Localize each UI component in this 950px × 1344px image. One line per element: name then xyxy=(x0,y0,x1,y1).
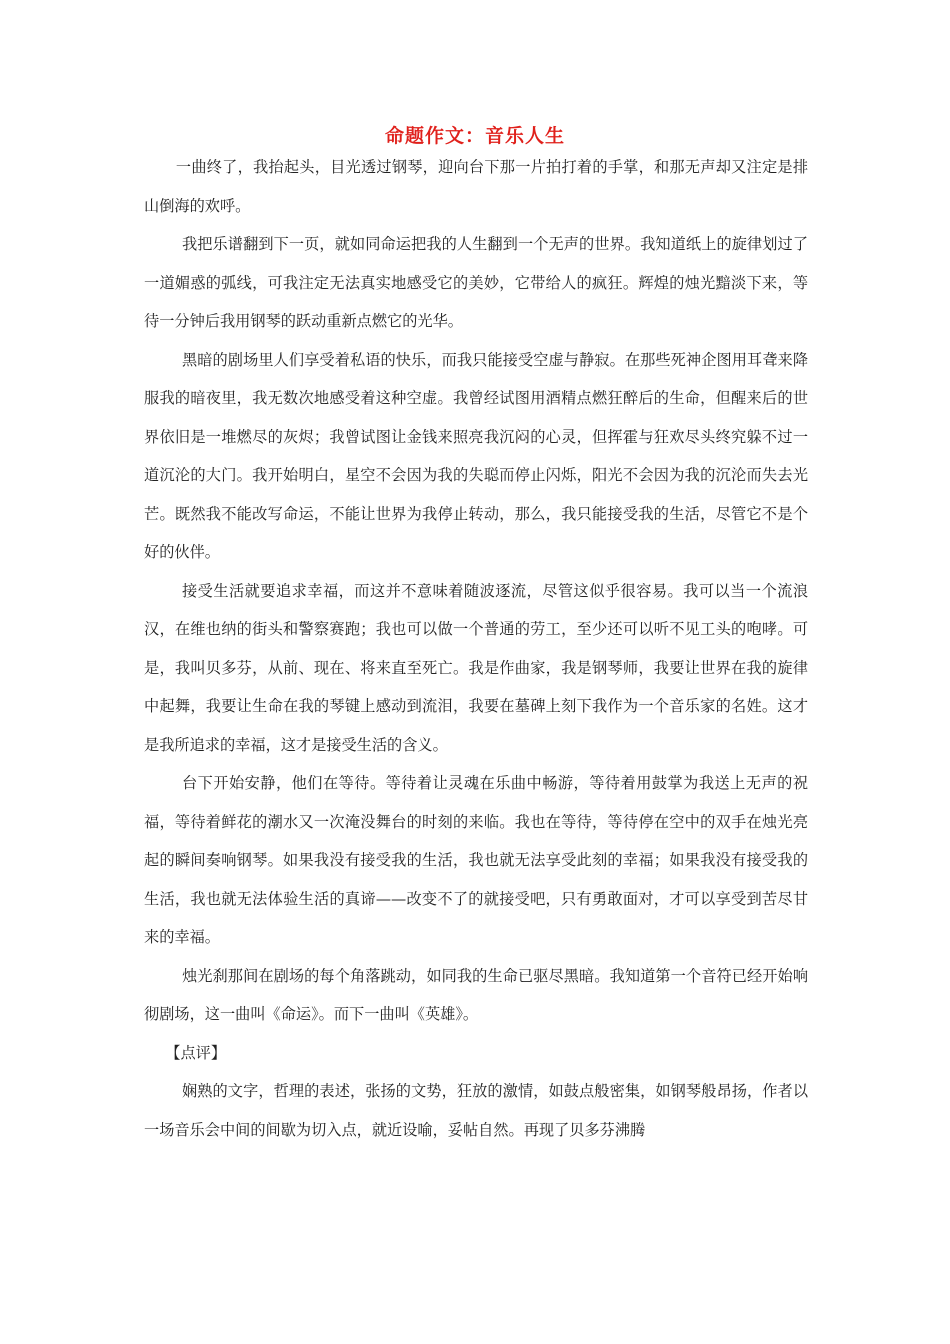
paragraph-3: 黑暗的剧场里人们享受着私语的快乐，而我只能接受空虚与静寂。在那些死神企图用耳聋来降服我的暗夜里，我无数次地感受着这种空虚。我曾经试图用酒精点燃狂醉后的生命，但醒来后的世界依旧是一堆燃尽的灰烬；我曾试图让金钱来照亮我沉闷的心灵，但挥霍与狂欢尽头终究躲不过一道沉沦的大门。我开始明白，星空不会因为我的失聪而停止闪烁，阳光不会因为我的沉沦而失去光芒。既然我不能改写命运，不能让世界为我停止转动，那么，我只能接受我的生活，尽管它不是个好的伙伴。 xyxy=(144,350,808,561)
paragraph-5: 台下开始安静，他们在等待。等待着让灵魂在乐曲中畅游，等待着用鼓掌为我送上无声的祝福，等待着鲜花的潮水又一次淹没舞台的时刻的来临。我也在等待，等待停在空中的双手在烛光亮起的瞬间奏响钢琴。如果我没有接受我的生活，我也就无法享受此刻的幸福；如果我没有接受我的生活，我也就无法体验生活的真谛——改变不了的就接受吧，只有勇敢面对，才可以享受到苦尽甘来的幸福。 xyxy=(144,774,808,946)
paragraph-6: 烛光刹那间在剧场的每个角落跳动，如同我的生命已驱尽黑暗。我知道第一个音符已经开始响彻剧场，这一曲叫《命运》。而下一曲叫《英雄》。 xyxy=(144,966,808,1023)
paragraph-4: 接受生活就要追求幸福，而这并不意味着随波逐流，尽管这似乎很容易。我可以当一个流浪汉，在维也纳的街头和警察赛跑；我也可以做一个普通的劳工，至少还可以听不见工头的咆哮。可是，我叫贝多芬，从前、现在、将来直至死亡。我是作曲家，我是钢琴师，我要让世界在我的旋律中起舞，我要让生命在我的琴键上感动到流泪，我要在墓碑上刻下我作为一个音乐家的名姓。这才是我所追求的幸福，这才是接受生活的含义。 xyxy=(144,581,808,754)
document-body xyxy=(144,148,808,1149)
paragraph-2: 我把乐谱翻到下一页，就如同命运把我的人生翻到一个无声的世界。我知道纸上的旋律划过了一道媚惑的弧线，可我注定无法真实地感受它的美妙，它带给人的疯狂。辉煌的烛光黯淡下来，等待一分钟后我用钢琴的跃动重新点燃它的光华。 xyxy=(144,235,808,330)
comment-label: 【点评】 xyxy=(165,1043,227,1062)
paragraph-1: 一曲终了，我抬起头，目光透过钢琴，迎向台下那一片拍打着的手掌，和那无声却又注定是排山倒海的欢呼。 xyxy=(144,158,808,215)
comment-paragraph: 娴熟的文字，哲理的表述，张扬的文势，狂放的激情，如鼓点般密集，如钢琴般昂扬，作者以一场音乐会中间的间歇为切入点，就近设喻，妥帖自然。再现了贝多芬沸腾 xyxy=(144,1082,808,1139)
document-title: 命题作文：音乐人生 xyxy=(384,125,565,147)
